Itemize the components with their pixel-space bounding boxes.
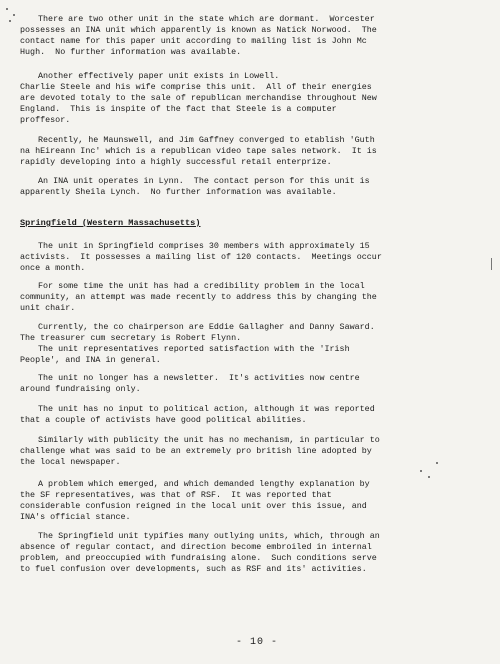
- text-line: The unit representatives reported satisfaction with the 'Irish: [38, 344, 350, 354]
- text-line: A problem which emerged, and which demanded lengthy explanation by: [38, 479, 370, 489]
- text-line: around fundraising only.: [20, 384, 141, 394]
- paragraph-11: [20, 479, 478, 523]
- page-number: - 10 -: [236, 637, 279, 648]
- text-line: contact name for this paper unit according to mailing list is John Mc: [20, 36, 367, 46]
- text-line: problem, and preoccupied with fundraising alone. Such conditions serve: [20, 553, 377, 563]
- text-line: Currently, the co chairperson are Eddie Gallagher and Danny Saward.: [38, 322, 375, 332]
- text-line: na hEireann Inc' which is a republican video tape sales network. It is: [20, 146, 377, 156]
- text-line: Hugh. No further information was available.: [20, 47, 242, 57]
- scan-speck: [428, 476, 430, 478]
- text-line: the local newspaper.: [20, 457, 121, 467]
- section-heading: Springfield (Western Massachusetts): [20, 218, 201, 228]
- paragraph-3: [20, 135, 478, 168]
- scan-speck: [6, 8, 8, 10]
- text-line: proffesor.: [20, 115, 71, 125]
- paragraph-5: [20, 241, 478, 274]
- text-line: absence of regular contact, and direction become embroiled in internal: [20, 542, 372, 552]
- text-line: Another effectively paper unit exists in Lowell.: [38, 71, 280, 81]
- paragraph-4: [20, 176, 478, 198]
- margin-mark: [491, 258, 492, 270]
- text-line: the SF representatives, was that of RSF. It was reported that: [20, 490, 332, 500]
- text-line: are devoted totaly to the sale of republican merchandise throughout New: [20, 93, 377, 103]
- text-line: England. This is inspite of the fact that Steele is a computer: [20, 104, 337, 114]
- text-line: There are two other unit in the state which are dormant. Worcester: [38, 14, 375, 24]
- text-line: once a month.: [20, 263, 86, 273]
- scan-speck: [13, 14, 15, 16]
- text-line: to fuel confusion over developments, such as RSF and its' activities.: [20, 564, 367, 574]
- paragraph-2: [20, 71, 478, 126]
- paragraph-9: [20, 404, 478, 426]
- text-line: The unit has no input to political action, although it was reported: [38, 404, 375, 414]
- text-line: unit chair.: [20, 303, 76, 313]
- scan-speck: [436, 462, 438, 464]
- text-line: considerable confusion reigned in the local unit over this issue, and: [20, 501, 367, 511]
- text-line: Similarly with publicity the unit has no mechanism, in particular to: [38, 435, 380, 445]
- text-line: rapidly developing into a highly successful retail enterprize.: [20, 157, 332, 167]
- text-line: The unit in Springfield comprises 30 members with approximately 15: [38, 241, 370, 251]
- text-line: community, an attempt was made recently to address this by changing the: [20, 292, 377, 302]
- text-line: possesses an INA unit which apparently is known as Natick Norwood. The: [20, 25, 377, 35]
- text-line: The treasurer cum secretary is Robert Flynn.: [20, 333, 242, 343]
- text-line: Recently, he Maunswell, and Jim Gaffney converged to etablish 'Guth: [38, 135, 375, 145]
- text-line: The Springfield unit typifies many outlying units, which, through an: [38, 531, 380, 541]
- text-line: People', and INA in general.: [20, 355, 161, 365]
- text-line: An INA unit operates in Lynn. The contact person for this unit is: [38, 176, 370, 186]
- text-line: activists. It possesses a mailing list of 120 contacts. Meetings occur: [20, 252, 382, 262]
- paragraph-1: [20, 14, 478, 58]
- text-line: Charlie Steele and his wife comprise this unit. All of their energies: [20, 82, 372, 92]
- paragraph-6: [20, 281, 478, 314]
- scan-speck: [9, 20, 11, 22]
- paragraph-7: [20, 322, 478, 366]
- text-line: that a couple of activists have good political abilities.: [20, 415, 307, 425]
- scan-speck: [420, 470, 422, 472]
- text-line: challenge what was said to be an extremely pro british line adopted by: [20, 446, 372, 456]
- paragraph-12: [20, 531, 478, 575]
- text-line: apparently Sheila Lynch. No further information was available.: [20, 187, 337, 197]
- text-line: For some time the unit has had a credibility problem in the local: [38, 281, 365, 291]
- text-line: INA's official stance.: [20, 512, 131, 522]
- text-line: The unit no longer has a newsletter. It's activities now centre: [38, 373, 360, 383]
- paragraph-10: [20, 435, 478, 468]
- paragraph-8: [20, 373, 478, 395]
